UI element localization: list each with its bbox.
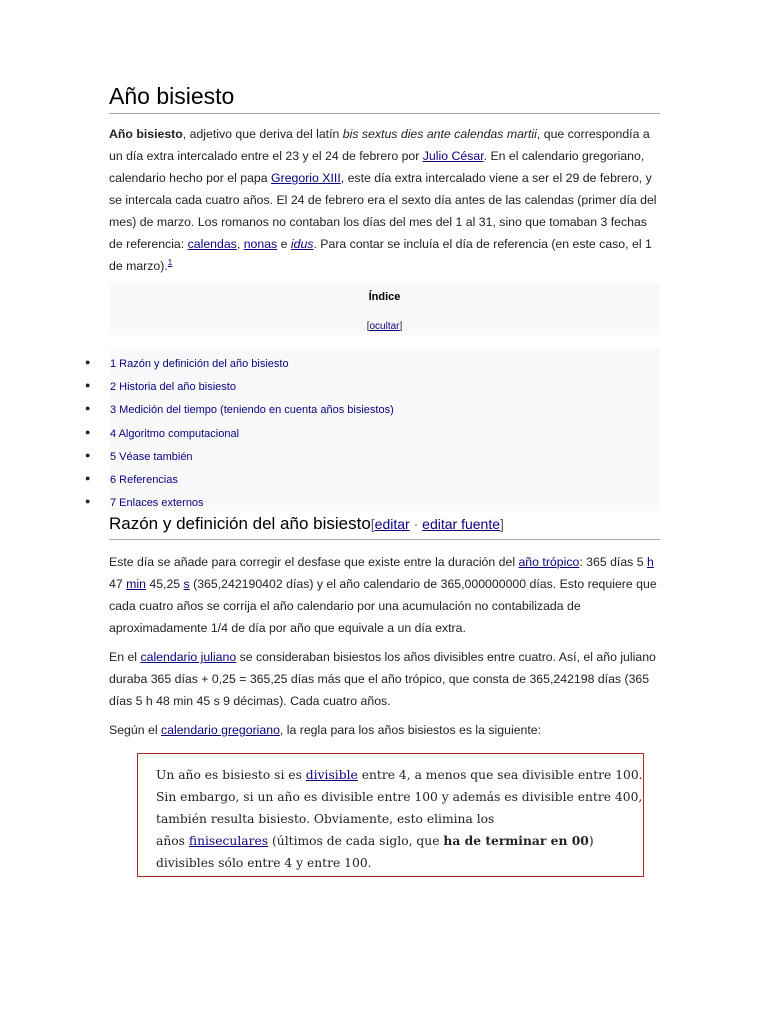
link-hora[interactable]: h xyxy=(647,555,654,569)
link-segundo[interactable]: s xyxy=(183,577,190,591)
toc-item xyxy=(0,355,660,375)
section-paragraph-2: En el calendario juliano se consideraban bisiestos los años divisibles entre cuatro. Así, el año juliano duraba 365 días + 0,25 = 365,25 días más que el año trópico, que consta de 365,242198 días (365 días 5 h 48 min 45 s 9 décimas). Cada cuatro años. xyxy=(109,650,656,708)
section-heading: Razón y definición del año bisiesto[editar · editar fuente] xyxy=(109,512,660,540)
link-idus[interactable]: idus xyxy=(290,237,314,251)
link-minuto[interactable]: min xyxy=(126,577,146,591)
reference-link[interactable]: 1 xyxy=(167,258,173,267)
edit-source-link[interactable]: editar fuente xyxy=(422,516,500,532)
section-body xyxy=(109,551,660,748)
toc-list xyxy=(0,349,660,511)
bullet-icon: ● xyxy=(85,450,91,460)
toc-link-3[interactable]: 3 Medición del tiempo (teniendo en cuenta años bisiestos) xyxy=(110,404,394,416)
bullet-icon: ● xyxy=(85,427,91,437)
bullet-icon: ● xyxy=(85,473,91,483)
bullet-icon: ● xyxy=(85,357,91,367)
toc-link-4[interactable]: 4 Algoritmo computacional xyxy=(110,428,240,440)
edit-section: [editar · editar fuente] xyxy=(370,516,504,532)
section-paragraph-1: Este día se añade para corregir el desfase que existe entre la duración del año trópico: 365 días 5 h 47 min 45,25 s (365,242190402 días) y el año calendario de 365,000000000 días. Esto requiere que cada cuatro años se corrija el año calendario por una acumulación no contabilizada de aproximadamente 1/4 de día por año que equivale a un día extra. xyxy=(109,555,657,635)
intro-paragraph: Año bisiesto, adjetivo que deriva del latín bis sextus dies ante calendas martii, que correspondía a un día extra intercalado entre el 23 y el 24 de febrero por Julio César. En el calendario gregoriano, calendario hecho por el papa Gregorio XIII, este día extra intercalado viene a ser el 29 de febrero, y se intercala cada cuatro años. El 24 de febrero era el sexto día antes de las calendas (primer día del mes) de marzo. Los romanos no contaban los días del mes del 1 al 31, sino que tomaban 3 fechas de referencia: calendas, nonas e idus. Para contar se incluía el día de referencia (en este caso, el 1 de marzo).$^1$ xyxy=(109,127,657,273)
latin-phrase: bis sextus dies ante calendas martii xyxy=(342,127,537,141)
quote-line-1: Un año es bisiesto si es divisible entre 4, a menos que sea divisible entre 100. xyxy=(156,768,643,782)
toc-item xyxy=(0,401,660,421)
toc-toggle: [ocultar] xyxy=(366,321,403,332)
toc-hide-link[interactable]: ocultar xyxy=(369,321,400,332)
edit-link[interactable]: editar xyxy=(374,516,410,532)
link-gregorio-xiii[interactable]: Gregorio XIII xyxy=(271,171,341,185)
bullet-icon: ● xyxy=(85,403,91,413)
link-calendario-juliano[interactable]: calendario juliano xyxy=(140,650,237,664)
toc-link-5[interactable]: 5 Véase también xyxy=(110,451,193,463)
toc-link-1[interactable]: 1 Razón y definición del año bisiesto xyxy=(110,358,289,370)
quote-line-5: divisibles sólo entre 4 y entre 100. xyxy=(156,856,372,870)
toc-title: Índice xyxy=(368,291,401,303)
link-calendas[interactable]: calendas xyxy=(187,237,237,251)
toc-link-6[interactable]: 6 Referencias xyxy=(110,474,178,486)
link-nonas[interactable]: nonas xyxy=(243,237,278,251)
toc-item xyxy=(0,425,660,445)
quote-line-4: años finiseculares (últimos de cada siglo, que ha de terminar en 00) xyxy=(156,833,594,848)
link-calendario-gregoriano[interactable]: calendario gregoriano xyxy=(160,723,280,737)
section-paragraph-3: Según el calendario gregoriano, la regla para los años bisiestos es la siguiente: xyxy=(109,723,542,737)
toc-link-2[interactable]: 2 Historia del año bisiesto xyxy=(110,381,236,393)
link-finiseculares[interactable]: finiseculares xyxy=(188,834,269,848)
toc-header xyxy=(109,283,660,335)
toc-item xyxy=(0,494,660,514)
term-bold: Año bisiesto xyxy=(109,127,183,141)
link-divisible[interactable]: divisible xyxy=(305,768,358,782)
bullet-icon: ● xyxy=(85,496,91,506)
toc-item xyxy=(0,448,660,468)
bullet-icon: ● xyxy=(85,380,91,390)
page-title: Año bisiesto xyxy=(109,82,660,114)
link-ano-tropico[interactable]: año trópico xyxy=(518,555,580,569)
toc-item xyxy=(0,378,660,398)
quote-line-2: Sin embargo, si un año es divisible entre 100 y además es divisible entre 400, xyxy=(156,790,643,804)
quote-line-3: también resulta bisiesto. Obviamente, esto elimina los xyxy=(156,812,495,826)
link-julio-cesar[interactable]: Julio César xyxy=(422,149,484,163)
toc-item xyxy=(0,471,660,491)
rule-quote-box xyxy=(137,753,644,877)
toc-link-7[interactable]: 7 Enlaces externos xyxy=(110,497,204,509)
article xyxy=(109,82,660,335)
